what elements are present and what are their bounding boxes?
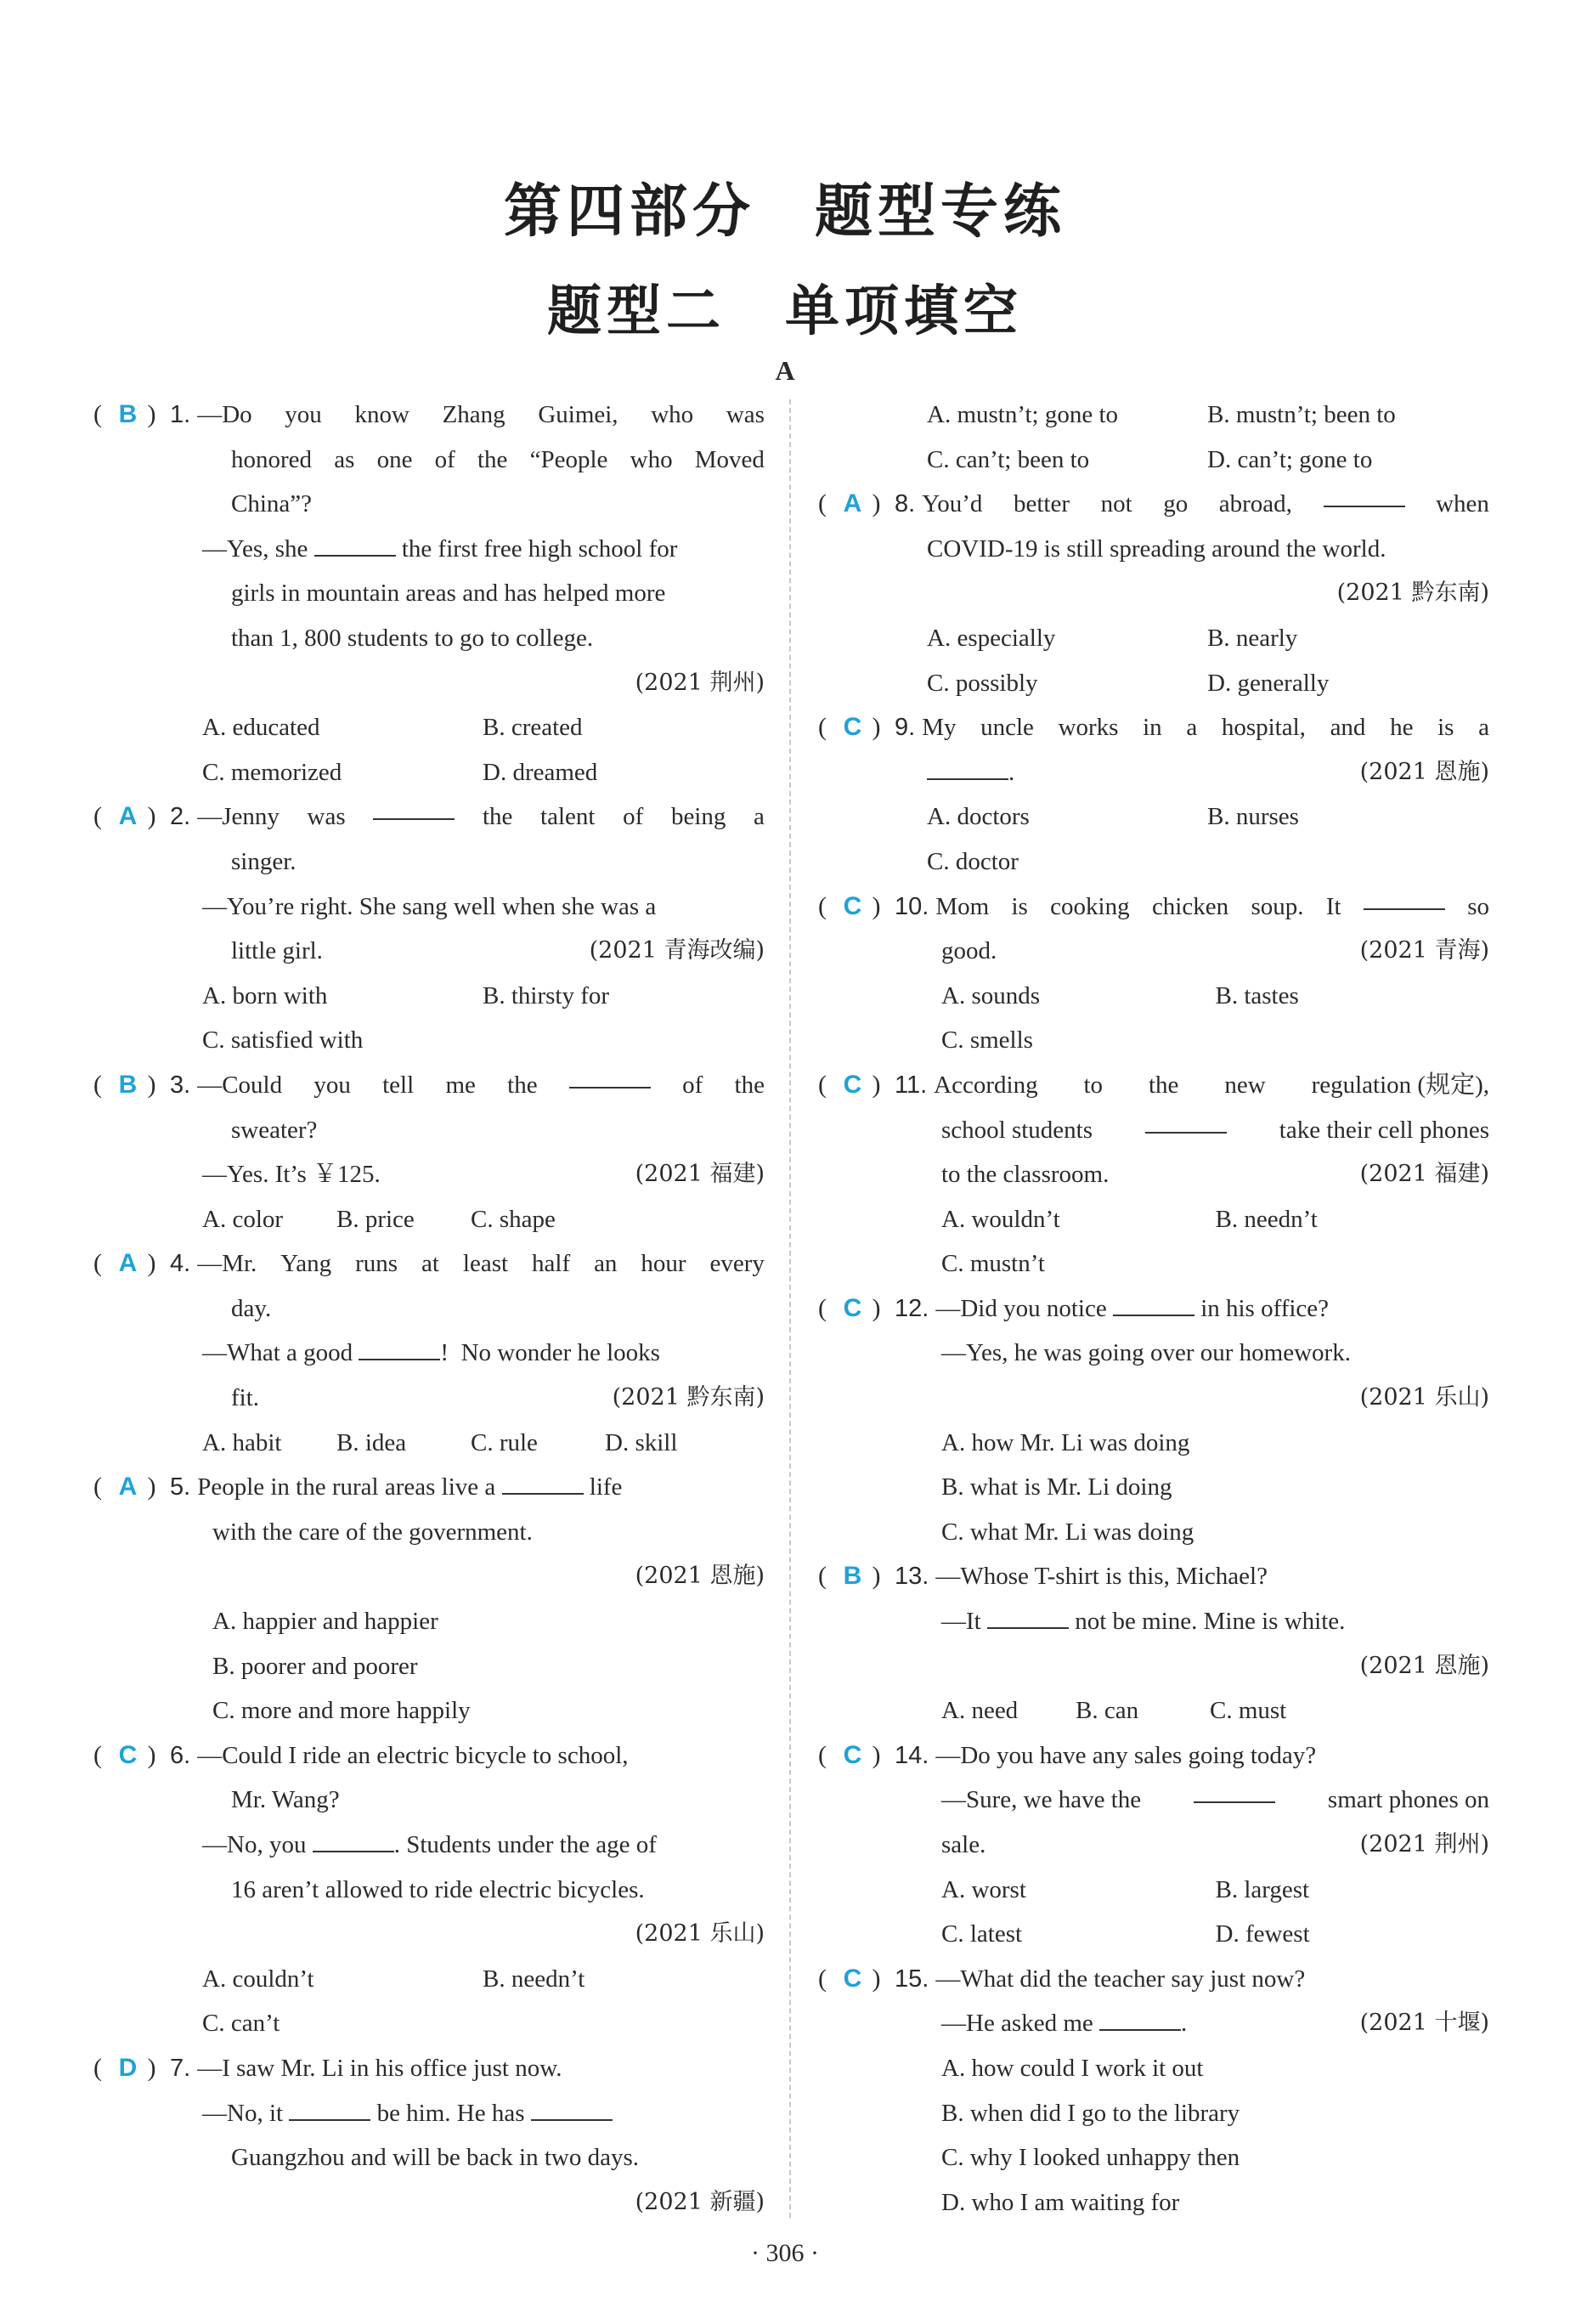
question-9: ( C ) 9. My uncle works in a hospital, and he is a <box>818 705 1489 750</box>
options-3: A. color B. price C. shape <box>202 1205 556 1233</box>
question-12: ( C ) 12. —Did you notice in his office? <box>818 1286 1489 1332</box>
source-tag: (2021 乐山) <box>635 1920 765 1948</box>
source-tag: (2021 恩施) <box>635 1563 765 1590</box>
answer-3: B <box>118 1070 138 1099</box>
answer-8: A <box>843 489 862 518</box>
left-column: ( B ) 1. —Do you know Zhang Guimei, who was honored as one of the “People who Moved China”? —Yes, she the first free high school for girls in mountain areas and has helped more than 1, 800 students to go to college. (2021 荆州) A. educated B. created C. memorized D. dreamed ( A ) 2. —Jenny was the talent of being a singer. —You’re right. She sang well when she was a little girl. (2021 青海改编) A. born with B. thirsty for C. satisfied with ( B ) 3. —Could you tell me the of the sweater? —Yes. It’s ￥125. (2021 福建) A. color B. price C. shape ( A ) 4. —Mr. Yang runs at least half an hour every day. —What a good ! No wonder he looks fit. (2021 黔东南) A. habit B. idea C. rule D. skill ( A ) 5. People in the rural areas live a life with the care of the government. (2021 恩施) A. happier and happier B. poorer and poorer C. more and more happily ( C ) 6. —Could I ride an electric bicycle to school, Mr. Wang? —No, you . Students under the age of 16 aren’t allowed to ride electric bicycles. (2021 乐山) A. couldn’t B. needn’t C. can’t ( D ) 7. —I saw Mr. Li in his office just now. —No, it be him. He has Guangzhou and will be back in two days. (2021 新疆) <box>93 393 765 2225</box>
options-15: A. how could I work it out <box>941 2054 1204 2082</box>
source-tag: (2021 十堰) <box>1359 2010 1489 2037</box>
source-tag: (2021 荆州) <box>635 669 765 696</box>
question-7: ( D ) 7. —I saw Mr. Li in his office just now. <box>93 2046 765 2091</box>
source-tag: (2021 福建) <box>1359 1161 1489 1188</box>
options-4: A. habit B. idea C. rule D. skill <box>202 1428 678 1456</box>
question-5: ( A ) 5. People in the rural areas live a life <box>93 1465 765 1510</box>
question-type-title: 题型二 单项填空 <box>547 280 1023 343</box>
options-9: A. doctors B. nurses <box>927 803 1299 831</box>
options-2: A. born with B. thirsty for <box>202 981 610 1009</box>
question-15: ( C ) 15. —What did the teacher say just now? <box>818 1957 1489 2002</box>
source-tag: (2021 黔东南) <box>1336 580 1489 607</box>
source-tag: (2021 乐山) <box>1359 1384 1489 1411</box>
answer-12: C <box>843 1293 862 1322</box>
answer-13: B <box>843 1562 862 1591</box>
answer-5: A <box>118 1473 138 1501</box>
page-number: · 306 · <box>751 2239 819 2267</box>
answer-4: A <box>118 1249 138 1278</box>
right-column: A. mustn’t; gone to B. mustn’t; been to C. can’t; been to D. can’t; gone to ( A ) 8. You’d better not go abroad, when COVID-19 is still spreading around the world. (2021 黔东南) A. especially B. nearly C. possibly D. generally ( C ) 9. My uncle works in a hospital, and he is a . (2021 恩施) A. doctors B. nurses C. doctor ( C ) 10. Mom is cooking chicken soup. It so good. (2021 青海) A. sounds B. tastes C. smells ( C ) 11. According to the new regulation (规定), school students take their cell phones to the classroom. (2021 福建) A. wouldn’t B. needn’t C. mustn’t ( C ) 12. —Did you notice in his office? —Yes, he was going over our homework. (2021 乐山) A. how Mr. Li was doing B. what is Mr. Li doing C. what Mr. Li was doing ( B ) 13. —Whose T-shirt is this, Michael? —It not be mine. Mine is white. (2021 恩施) A. need B. can C. must ( C ) 14. —Do you have any sales going today? —Sure, we have the smart phones on sale. (2021 荆州) A. worst B. largest C. latest D. fewest ( C ) 15. —What did the teacher say just now? —He asked me . (2021 十堰) A. how could I work it out B. when did I go to the library C. why I looked unhappy then D. who I am waiting for <box>818 393 1489 2225</box>
source-tag: (2021 恩施) <box>1359 758 1489 785</box>
source-tag: (2021 恩施) <box>1359 1652 1489 1679</box>
section-label: A <box>775 355 795 386</box>
answer-2: A <box>118 802 138 831</box>
answer-11: C <box>843 1070 862 1099</box>
question-11: ( C ) 11. According to the new regulation (规定), <box>818 1063 1489 1108</box>
options-12: A. how Mr. Li was doing <box>941 1428 1190 1456</box>
options-14: A. worst B. largest <box>941 1875 1310 1903</box>
options-11: A. wouldn’t B. needn’t <box>941 1205 1318 1233</box>
options-13: A. need B. can C. must <box>941 1697 1287 1725</box>
question-10: ( C ) 10. Mom is cooking chicken soup. It so <box>818 885 1489 930</box>
question-1: ( B ) 1. —Do you know Zhang Guimei, who was <box>93 393 765 438</box>
answer-6: C <box>118 1740 138 1769</box>
part-title: 第四部分 题型专练 <box>503 178 1067 246</box>
question-6: ( C ) 6. —Could I ride an electric bicycle to school, <box>93 1733 765 1778</box>
options-6: A. couldn’t B. needn’t <box>202 1965 585 1993</box>
source-tag: (2021 黔东南) <box>612 1384 765 1411</box>
options-1: A. educated B. created <box>202 714 583 742</box>
source-tag: (2021 福建) <box>635 1161 765 1188</box>
options-7: A. mustn’t; gone to B. mustn’t; been to <box>927 401 1396 428</box>
question-4: ( A ) 4. —Mr. Yang runs at least half an hour every <box>93 1241 765 1286</box>
options-10: A. sounds B. tastes <box>941 981 1299 1009</box>
answer-9: C <box>843 713 862 742</box>
options-5: A. happier and happier <box>212 1608 438 1636</box>
answer-14: C <box>843 1740 862 1769</box>
source-tag: (2021 青海改编) <box>589 937 765 964</box>
question-13: ( B ) 13. —Whose T-shirt is this, Michael? <box>818 1554 1489 1599</box>
source-tag: (2021 荆州) <box>1359 1831 1489 1858</box>
answer-7: D <box>118 2053 138 2082</box>
column-divider <box>789 399 791 2218</box>
source-tag: (2021 新疆) <box>635 2188 765 2215</box>
question-8: ( A ) 8. You’d better not go abroad, when <box>818 482 1489 527</box>
source-tag: (2021 青海) <box>1359 937 1489 964</box>
question-14: ( C ) 14. —Do you have any sales going today? <box>818 1733 1489 1778</box>
answer-10: C <box>843 891 862 920</box>
answer-15: C <box>843 1964 862 1993</box>
question-2: ( A ) 2. —Jenny was the talent of being a <box>93 794 765 840</box>
options-8: A. especially B. nearly <box>927 624 1298 652</box>
answer-1: B <box>118 400 138 428</box>
question-3: ( B ) 3. —Could you tell me the of the <box>93 1063 765 1108</box>
